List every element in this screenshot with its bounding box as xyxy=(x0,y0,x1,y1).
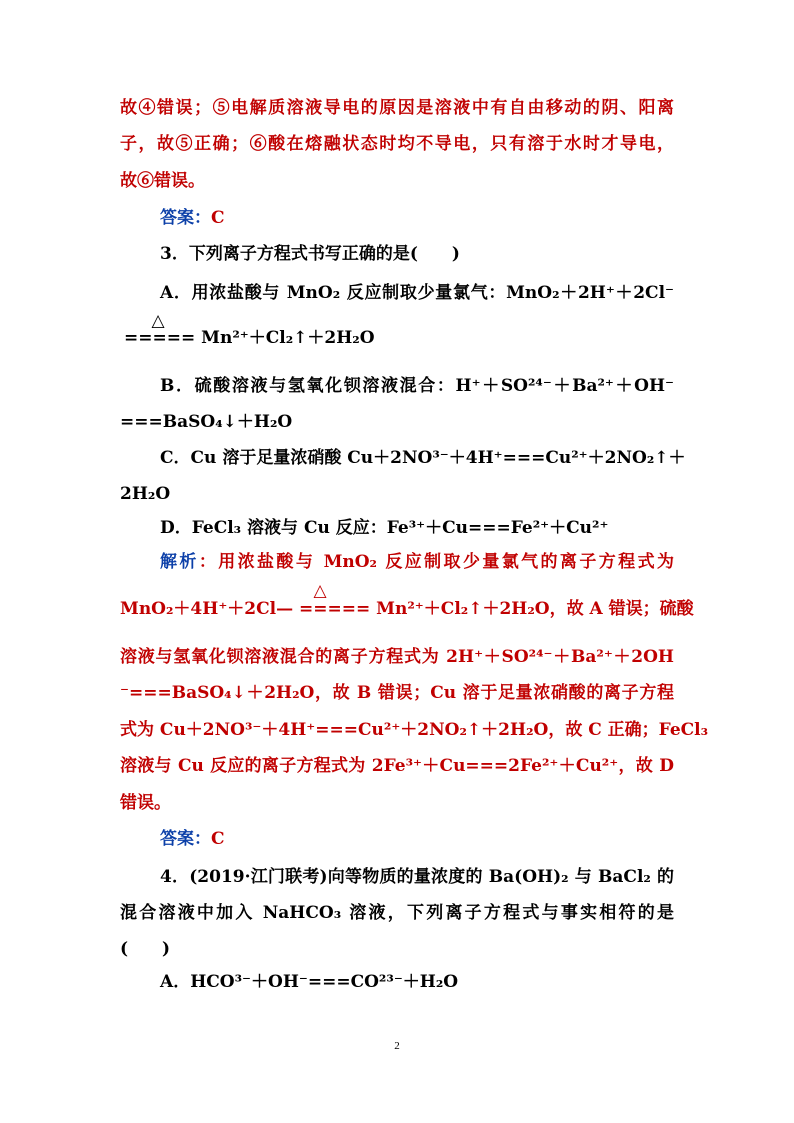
answer-value: C xyxy=(211,829,225,849)
option-d: D．FeCl₃ 溶液与 Cu 反应：Fe³⁺＋Cu===Fe²⁺＋Cu²⁺ xyxy=(160,518,609,538)
option-a-line-1: A．用浓盐酸与 MnO₂ 反应制取少量氯气：MnO₂＋2H⁺＋2Cl⁻ xyxy=(160,283,674,303)
analysis-2-line-5: 式为 Cu＋2NO³⁻＋4H⁺===Cu²⁺＋2NO₂↑＋2H₂O，故 C 正确；FeCl₃ xyxy=(120,720,709,740)
option-c-line-1: C．Cu 溶于足量浓硝酸 Cu＋2NO³⁻＋4H⁺===Cu²⁺＋2NO₂↑＋ xyxy=(160,448,686,468)
option-b-line-2: ===BaSO₄↓＋H₂O xyxy=(120,412,293,432)
heat-symbol-2: △ xyxy=(313,581,327,601)
answer-line-2 xyxy=(160,828,225,850)
analysis-line-2: 子，故⑤正确；⑥酸在熔融状态时均不导电，只有溶于水时才导电， xyxy=(120,134,674,154)
analysis-2-text-2b: ===== Mn²⁺＋Cl₂↑＋2H₂O，故 A 错误；硫酸 xyxy=(299,599,694,619)
answer-value: C xyxy=(211,208,225,228)
question-4-line-2: 混合溶液中加入 NaHCO₃ 溶液，下列离子方程式与事实相符的是 xyxy=(120,903,674,923)
analysis-2-line-6: 溶液与 Cu 反应的离子方程式为 2Fe³⁺＋Cu===2Fe²⁺＋Cu²⁺，故 D xyxy=(120,756,674,776)
analysis-2-line-4: ⁻===BaSO₄↓＋2H₂O，故 B 错误；Cu 溶于足量浓硝酸的离子方程 xyxy=(120,683,674,703)
analysis-2-line-2 xyxy=(120,598,694,620)
question-4-option-a: A．HCO³⁻＋OH⁻===CO²³⁻＋H₂O xyxy=(160,972,459,992)
analysis-line-3: 故⑥错误。 xyxy=(120,171,205,191)
analysis-2-line-1 xyxy=(160,551,674,573)
analysis-2-line-3: 溶液与氢氧化钡溶液混合的离子方程式为 2H⁺＋SO²⁴⁻＋Ba²⁺＋2OH xyxy=(120,647,674,667)
analysis-2-line-7: 错误。 xyxy=(120,793,171,813)
analysis-2-text-1: ：用浓盐酸与 MnO₂ 反应制取少量氯气的离子方程式为 xyxy=(198,552,674,572)
page-number: 2 xyxy=(394,1040,400,1052)
answer-label: 答案： xyxy=(160,208,211,228)
answer-label: 答案： xyxy=(160,829,211,849)
analysis-line-1: 故④错误；⑤电解质溶液导电的原因是溶液中有自由移动的阴、阳离 xyxy=(120,98,674,118)
question-3: 3．下列离子方程式书写正确的是( ) xyxy=(160,244,460,264)
answer-line-1 xyxy=(160,207,225,229)
analysis-label: 解析 xyxy=(160,552,199,572)
option-a-line-2: ===== Mn²⁺＋Cl₂↑＋2H₂O xyxy=(124,328,375,348)
question-4-line-1: 4．(2019·江门联考)向等物质的量浓度的 Ba(OH)₂ 与 BaCl₂ 的 xyxy=(160,867,674,887)
option-b-line-1: B．硫酸溶液与氢氧化钡溶液混合：H⁺＋SO²⁴⁻＋Ba²⁺＋OH⁻ xyxy=(160,376,674,396)
option-c-line-2: 2H₂O xyxy=(120,484,171,504)
heat-symbol: △ xyxy=(151,311,165,331)
question-4-line-3: ( ) xyxy=(120,939,171,959)
analysis-2-text-2a: MnO₂＋4H⁺＋2Cl— xyxy=(120,599,294,619)
